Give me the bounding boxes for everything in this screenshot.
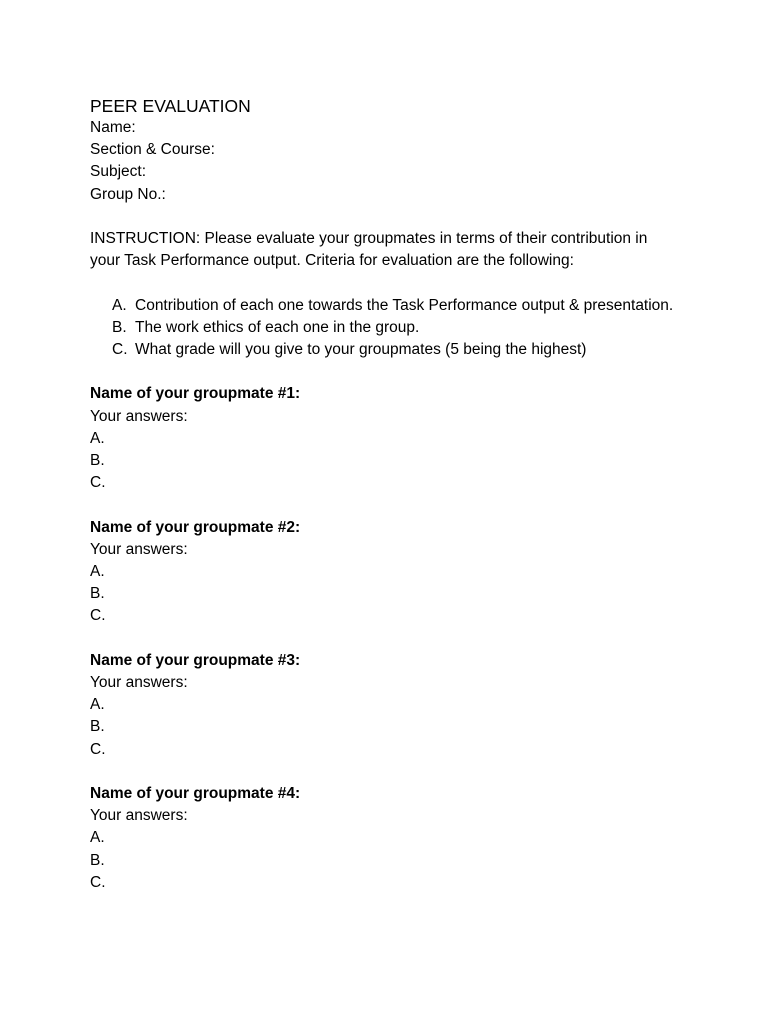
criteria-item xyxy=(90,339,675,361)
answer-item: C. xyxy=(90,740,106,758)
criteria-text: Contribution of each one towards the Task Performance output & presentation. xyxy=(135,296,674,314)
answer-item: A. xyxy=(90,829,105,847)
answers-label: Your answers: xyxy=(90,674,188,691)
spacer xyxy=(90,206,690,228)
criteria-text: The work ethics of each one in the group. xyxy=(135,318,420,336)
spacer xyxy=(90,361,690,383)
answer-item: C. xyxy=(90,474,106,492)
criteria-marker: A. xyxy=(112,296,127,314)
field-section-course-label: Section & Course: xyxy=(90,141,215,159)
answers-label: Your answers: xyxy=(90,807,188,825)
answer-item: B. xyxy=(90,851,105,869)
criteria-text: What grade will you give to your groupmates (5 being the highest) xyxy=(135,341,587,358)
document-page xyxy=(90,95,690,894)
groupmate-heading: Name of your groupmate #2: xyxy=(90,518,301,536)
spacer xyxy=(90,761,690,783)
page-title: PEER EVALUATION xyxy=(90,96,251,116)
instruction-paragraph: INSTRUCTION: Please evaluate your groupmates in terms of their contribution in your Task Performance output. Criteria for evaluation are the following: xyxy=(90,230,648,270)
answer-item: A. xyxy=(90,429,105,447)
answer-item: B. xyxy=(90,718,105,736)
field-name-label: Name: xyxy=(90,119,136,136)
groupmate-heading: Name of your groupmate #1: xyxy=(90,385,301,403)
groupmate-section xyxy=(90,383,690,494)
field-subject-label: Subject: xyxy=(90,163,147,181)
criteria-item xyxy=(90,317,675,339)
groupmate-section xyxy=(90,783,690,894)
field-group-no-label: Group No.: xyxy=(90,185,166,203)
groupmate-heading: Name of your groupmate #4: xyxy=(90,785,301,802)
spacer xyxy=(90,494,690,516)
criteria-marker: C. xyxy=(112,341,128,358)
spacer xyxy=(90,272,690,294)
groupmate-heading: Name of your groupmate #3: xyxy=(90,651,301,669)
criteria-list xyxy=(90,295,690,362)
answer-item: C. xyxy=(90,873,106,891)
answer-item: B. xyxy=(90,452,105,469)
answer-item: A. xyxy=(90,563,105,580)
criteria-item xyxy=(90,295,675,317)
spacer xyxy=(90,628,690,650)
criteria-marker: B. xyxy=(112,318,127,336)
answer-item: B. xyxy=(90,585,105,603)
answer-item: C. xyxy=(90,607,106,625)
answers-label: Your answers: xyxy=(90,407,188,425)
answers-label: Your answers: xyxy=(90,540,188,558)
groupmate-section xyxy=(90,517,690,628)
answer-item: A. xyxy=(90,696,105,714)
groupmate-section xyxy=(90,650,690,761)
